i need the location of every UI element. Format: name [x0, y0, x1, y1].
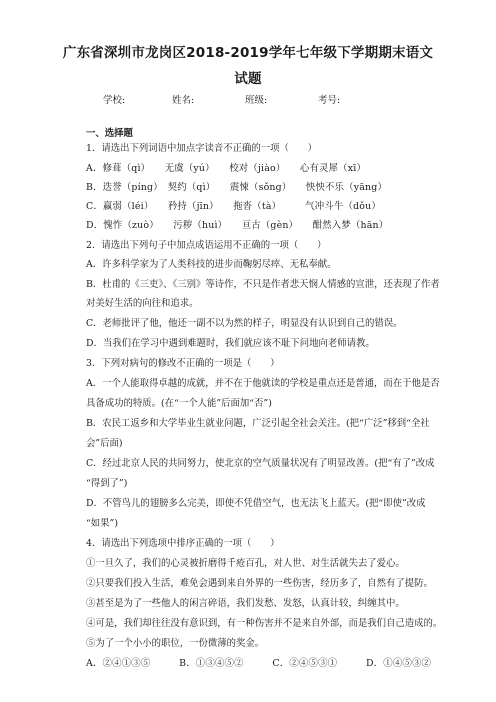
question-1-option-a[interactable]: A．修葺（qì） 无虞（yú） 校对（jiào） 心有灵犀（xī） [86, 163, 367, 174]
question-3-option-c[interactable]: C．经过北京人民的共同努力，使北京的空气质量状况有了明显改善。(把“有了”改成 [86, 458, 435, 469]
number-field[interactable]: 考号: [318, 95, 341, 106]
question-2-option-d[interactable]: D．当我们在学习中遇到难题时，我们就应该不耻下问地向老师请教。 [86, 338, 375, 349]
question-4-sentence-5: ⑤为了一个小小的职位，一份微薄的奖金。 [86, 638, 265, 649]
question-3-option-c-cont: “得到了”) [86, 478, 128, 489]
section-heading: 一、选择题 [86, 128, 133, 139]
question-2-option-b-cont: 对美好生活的向往和追求。 [86, 298, 199, 309]
question-3-stem: 3．下列对病句的修改不正确的一项是（ ） [86, 358, 280, 369]
question-3-option-a-cont: 具备成功的特质。(在“一个人能”后面加“否”) [86, 398, 272, 409]
question-3-option-d[interactable]: D．不管鸟儿的翅膀多么完美，即使不凭借空气，也无法飞上蓝天。(把“即使”改成 [86, 498, 426, 509]
question-2-option-b[interactable]: B．杜甫的《三吏》、《三别》等诗作，不只是作者悲天悯人情感的宣泄，还表现了作者 [86, 279, 440, 290]
question-3-option-b-cont: 会”后面) [86, 438, 123, 449]
question-2-option-c[interactable]: C．老师批评了他，他还一副不以为然的样子，明显没有认识到自己的错误。 [86, 318, 403, 329]
exam-title-cont: 试题 [234, 71, 262, 87]
question-4-sentence-4: ④可是，我们却往往没有意识到，有一种伤害并不是来自外部，而是我们自己造成的。 [86, 618, 443, 629]
question-1-option-b[interactable]: B．迭誉（píng） 契约（qì） 震悚（sǒng） 怏怏不乐（yāng） [86, 182, 388, 193]
question-4-options[interactable]: A．②④①③⑤ B．①③④⑤② C．②④⑤③① D．①④⑤③② [86, 658, 432, 669]
question-4-sentence-1: ①一旦久了，我们的心灵被折磨得千疮百孔，对人世、对生活就失去了爱心。 [86, 558, 405, 569]
school-field[interactable]: 学校: [103, 95, 126, 106]
name-field[interactable]: 姓名: [172, 95, 195, 106]
question-3-option-a[interactable]: A．一个人能取得卓越的成就，并不在于他就读的学校是重点还是普通，而在于他是否 [86, 378, 440, 389]
question-3-option-d-cont: “如果”) [86, 518, 118, 529]
question-2-option-a[interactable]: A．许多科学家为了人类科技的进步而鞠躬尽瘁、无私奉献。 [86, 259, 337, 270]
question-1-option-c[interactable]: C．赢弱（léi） 矜持（jīn） 拖沓（tà） 气冲斗牛（dǒu） [86, 201, 381, 212]
question-2-stem: 2．请选出下列句子中加点成语运用不正确的一项（ ） [86, 240, 327, 251]
question-1-stem: 1．请选出下列词语中加点字读音不正确的一项（ ） [86, 143, 317, 154]
question-1-option-d[interactable]: D．愧怍（zuò） 污秽（huì） 亘古（gèn） 酣然入梦（hān） [86, 220, 389, 231]
question-4-sentence-3: ③甚至是为了一些他人的闲言碎语，我们发愁、发怒，认真计较，纠缠其中。 [86, 598, 405, 609]
question-3-option-b[interactable]: B．农民工返乡和大学毕业生就业问题，广泛引起全社会关注。(把“广泛”移到“全社 [86, 418, 430, 429]
exam-title: 广东省深圳市龙岗区2018-2019学年七年级下学期期末语文 [62, 45, 434, 61]
question-4-sentence-2: ②只要我们投入生活，难免会遇到来自外界的一些伤害，经历多了，自然有了提防。 [86, 578, 433, 589]
question-4-stem: 4．请选出下列选项中排序正确的一项（ ） [86, 538, 280, 549]
class-field[interactable]: 班级: [245, 95, 268, 106]
